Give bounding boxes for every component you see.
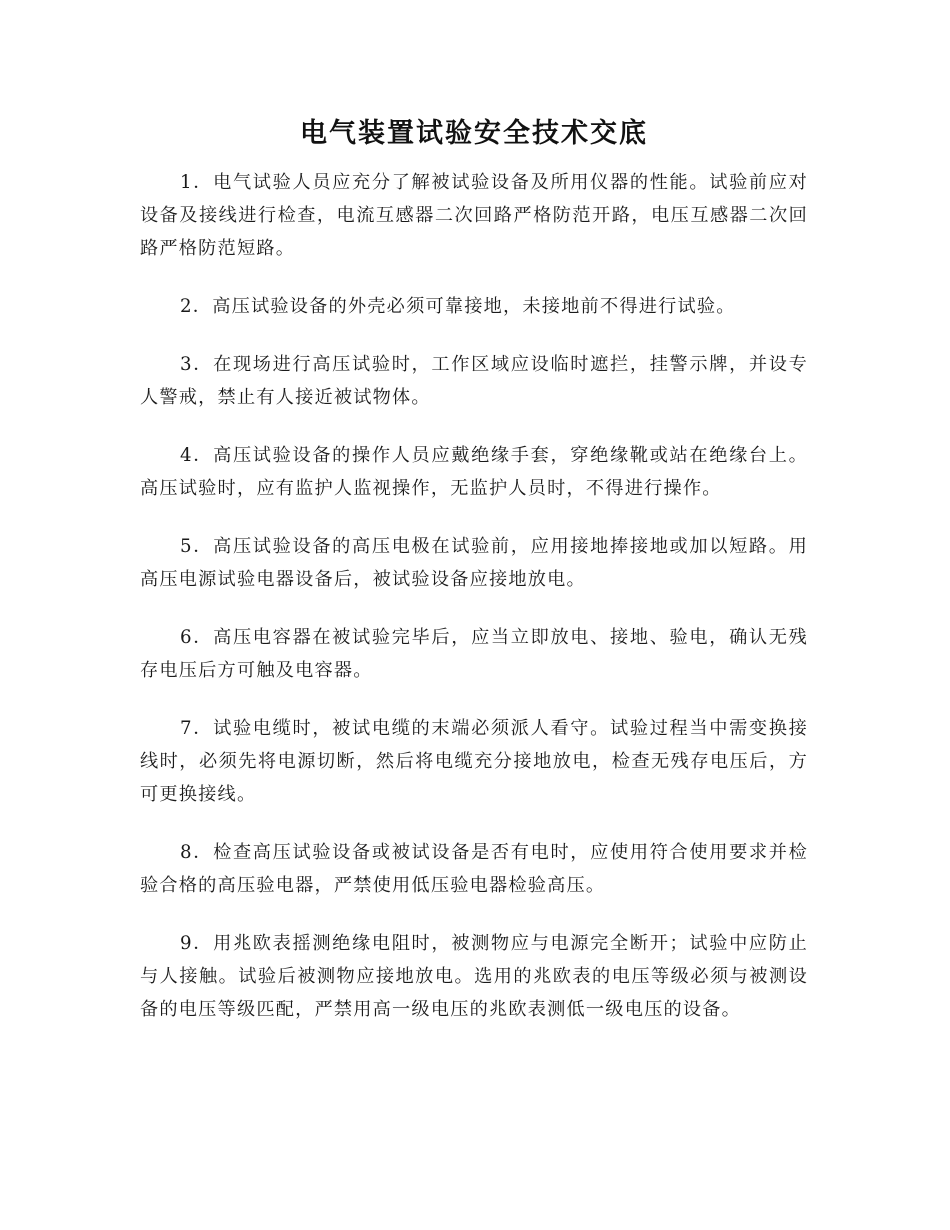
- clause-7: 7．试验电缆时，被试电缆的末端必须派人看守。试验过程当中需变换接线时，必须先将电源切断，然后将电缆充分接地放电，检查无残存电压后，方可更换接线。: [140, 718, 808, 805]
- clause-5: 5．高压试验设备的高压电极在试验前，应用接地捧接地或加以短路。用高压电源试验电器设备后，被试验设备应接地放电。: [140, 536, 808, 590]
- clause-1: 1．电气试验人员应充分了解被试验设备及所用仪器的性能。试验前应对设备及接线进行检查，电流互感器二次回路严格防范开路，电压互感器二次回路严格防范短路。: [140, 172, 808, 259]
- clause-8: 8．检查高压试验设备或被试设备是否有电时，应使用符合使用要求并检验合格的高压验电器，严禁使用低压验电器检验高压。: [140, 842, 808, 896]
- clause-3: 3．在现场进行高压试验时，工作区域应设临时遮拦，挂警示牌，并设专人警戒，禁止有人接近被试物体。: [140, 354, 808, 408]
- document-title: 电气装置试验安全技术交底: [300, 118, 648, 149]
- clause-2: 2．高压试验设备的外壳必须可靠接地，未接地前不得进行试验。: [180, 296, 736, 317]
- document-page: [140, 112, 808, 1051]
- clause-4: 4．高压试验设备的操作人员应戴绝缘手套，穿绝缘靴或站在绝缘台上。高压试验时，应有监护人监视操作，无监护人员时，不得进行操作。: [140, 445, 808, 499]
- clause-9: 9．用兆欧表摇测绝缘电阻时，被测物应与电源完全断开；试验中应防止与人接触。试验后被测物应接地放电。选用的兆欧表的电压等级必须与被测设备的电压等级匹配，严禁用高一级电压的兆欧表测低一级电压的设备。: [140, 933, 808, 1020]
- clause-6: 6．高压电容器在被试验完毕后，应当立即放电、接地、验电，确认无残存电压后方可触及电容器。: [140, 627, 808, 681]
- clause-list: [140, 166, 808, 1026]
